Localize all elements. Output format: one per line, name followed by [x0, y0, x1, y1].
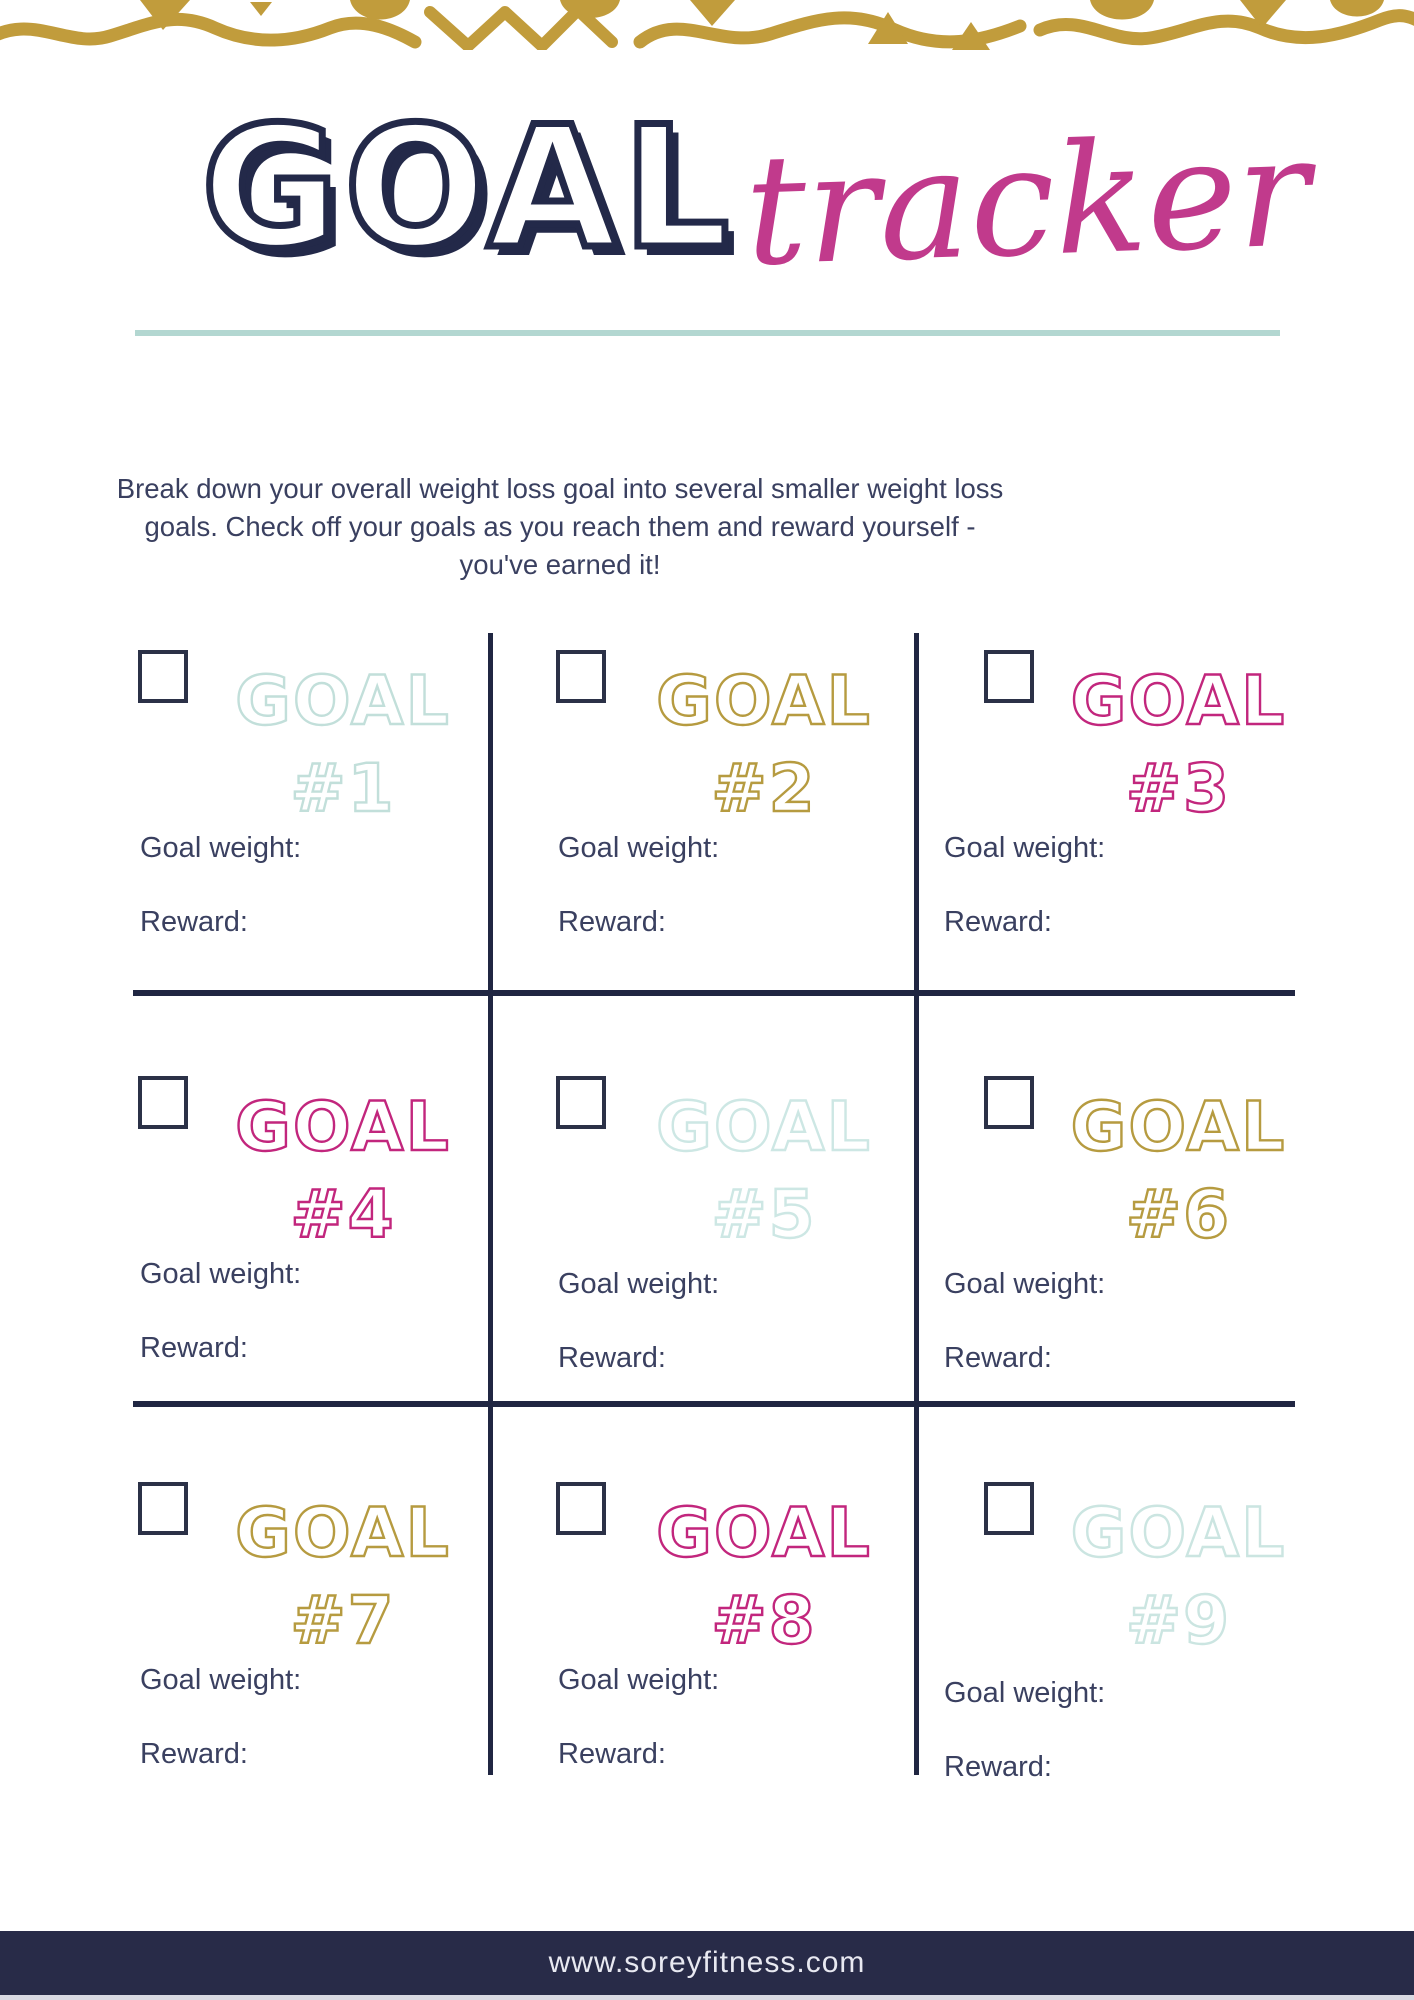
goal-cell-title: GOAL	[235, 662, 451, 741]
goal-cell-number: #7	[290, 1582, 396, 1660]
title-underline	[135, 330, 1280, 336]
reward-label: Reward:	[140, 1738, 248, 1770]
goal-checkbox[interactable]	[556, 650, 606, 703]
goal-cell-title: GOAL	[1070, 1088, 1287, 1167]
goal-cell-number: #9	[1125, 1582, 1232, 1660]
goal-cell-number: #6	[1125, 1176, 1232, 1254]
reward-label: Reward:	[944, 1751, 1052, 1783]
reward-label: Reward:	[140, 906, 248, 938]
goal-cell-number: #3	[1125, 750, 1232, 828]
grid-line-horizontal-2	[133, 1401, 1295, 1407]
goal-weight-label: Goal weight:	[944, 1677, 1106, 1709]
footer-bottom-strip	[0, 1995, 1414, 2000]
goal-cell-title: GOAL	[235, 1494, 451, 1573]
intro-line-2: goals. Check off your goals as you reach them and reward yourself -	[144, 510, 976, 542]
footer-bar	[0, 1931, 1414, 1995]
goal-cell-number: #8	[711, 1582, 817, 1660]
reward-label: Reward:	[944, 1342, 1052, 1374]
goal-cell-6	[942, 1068, 1362, 1374]
goal-checkbox[interactable]	[984, 650, 1034, 703]
goal-checkbox[interactable]	[556, 1076, 606, 1129]
goal-cell-title: GOAL	[1070, 1494, 1287, 1573]
reward-label: Reward:	[558, 1738, 666, 1770]
decorative-border-pattern	[0, 0, 1414, 50]
goal-checkbox[interactable]	[556, 1482, 606, 1535]
goal-cell-1	[138, 642, 492, 938]
reward-label: Reward:	[140, 1332, 248, 1364]
goal-weight-label: Goal weight:	[558, 1268, 720, 1300]
goal-weight-label: Goal weight:	[140, 1258, 302, 1290]
website-url: www.soreyfitness.com	[548, 1946, 866, 1979]
goal-weight-label: Goal weight:	[558, 1664, 720, 1696]
reward-label: Reward:	[558, 1342, 666, 1374]
page-title-goal: GOAL	[201, 90, 735, 286]
reward-label: Reward:	[558, 906, 666, 938]
goal-weight-label: Goal weight:	[944, 1268, 1106, 1300]
goal-cell-title: GOAL	[656, 1494, 872, 1573]
goal-checkbox[interactable]	[984, 1076, 1034, 1129]
goal-cell-number: #2	[711, 750, 817, 828]
goal-checkbox[interactable]	[138, 650, 188, 703]
goal-cell-3	[942, 642, 1362, 938]
page-title-tracker: tracker	[741, 103, 1312, 300]
goal-checkbox[interactable]	[138, 1482, 188, 1535]
goal-cell-number: #5	[711, 1176, 817, 1254]
goal-cell-5	[556, 1068, 916, 1374]
intro-line-1: Break down your overall weight loss goal into several smaller weight loss	[116, 472, 1004, 504]
reward-label: Reward:	[944, 906, 1052, 938]
goal-cell-2	[556, 642, 916, 938]
page-title	[0, 90, 1414, 316]
goal-checkbox[interactable]	[138, 1076, 188, 1129]
goal-cell-number: #1	[290, 750, 396, 828]
goal-weight-label: Goal weight:	[944, 832, 1106, 864]
goal-cell-number: #4	[290, 1176, 396, 1254]
goal-cell-title: GOAL	[656, 662, 872, 741]
goal-weight-label: Goal weight:	[558, 832, 720, 864]
goal-cell-7	[138, 1474, 492, 1770]
grid-line-horizontal-1	[133, 990, 1295, 996]
intro-text	[10, 470, 1110, 584]
goal-weight-label: Goal weight:	[140, 1664, 302, 1696]
intro-line-3: you've earned it!	[459, 548, 661, 580]
goal-cell-4	[138, 1068, 492, 1364]
goal-cell-title: GOAL	[656, 1088, 872, 1167]
goal-checkbox[interactable]	[984, 1482, 1034, 1535]
goal-cell-9	[942, 1474, 1362, 1783]
goal-cell-8	[556, 1474, 916, 1770]
goal-cell-title: GOAL	[1070, 662, 1287, 741]
goal-weight-label: Goal weight:	[140, 832, 302, 864]
goal-cell-title: GOAL	[235, 1088, 451, 1167]
